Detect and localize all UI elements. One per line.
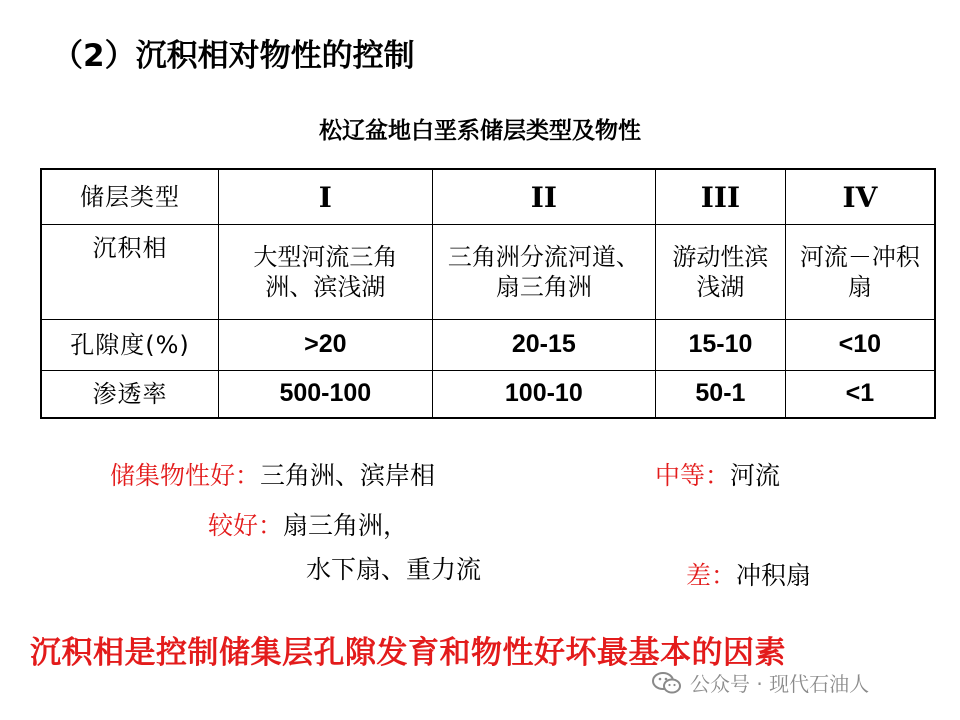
note-fair-continued: 水下扇、重力流 [306,555,482,584]
watermark-text: 公众号 · 现代石油人 [690,672,870,696]
table-cell: 500-100 [219,371,433,419]
table-cell: 三角洲分流河道、扇三角洲 [432,225,655,320]
table-cell: 20-15 [432,320,655,371]
watermark [652,668,869,697]
table-cell: 15-10 [656,320,786,371]
table-cell: >20 [219,320,433,371]
table-row [41,371,935,419]
note-fair [208,506,408,542]
table-header-cell: I [219,169,433,225]
note-fair-value: 扇三角洲， [283,511,409,540]
note-medium-label: 中等： [655,461,731,490]
table-row [41,320,935,371]
table-cell: 大型河流三角洲、滨浅湖 [219,225,433,320]
note-fair-label: 较好： [208,511,284,540]
row-label: 孔隙度(%) [41,320,219,371]
table-header-row [41,169,935,225]
note-good-value: 三角洲、滨岸相 [260,461,436,490]
wechat-icon [652,671,682,695]
note-good-label: 储集物性好： [110,461,261,490]
table-row [41,225,935,320]
table-cell: 50-1 [656,371,786,419]
note-good [110,456,435,492]
table-cell: <1 [785,371,935,419]
table-cell: 游动性滨浅湖 [656,225,786,320]
table-cell: 河流－冲积扇 [785,225,935,320]
table-header-cell: III [656,169,786,225]
reservoir-properties-table [40,168,936,419]
note-medium-value: 河流 [730,461,781,490]
row-label: 沉积相 [41,225,219,320]
table-header-cell: IV [785,169,935,225]
conclusion-text: 沉积相是控制储集层孔隙发育和物性好坏最基本的因素 [30,635,786,671]
note-medium [655,456,780,492]
slide-title: （2）沉积相对物性的控制 [52,38,415,74]
table-title: 松辽盆地白垩系储层类型及物性 [319,118,641,144]
table-cell: 100-10 [432,371,655,419]
note-poor [686,556,811,592]
row-label: 渗透率 [41,371,219,419]
table-cell: <10 [785,320,935,371]
table-header-cell: II [432,169,655,225]
note-poor-value: 冲积扇 [736,561,812,590]
table-header-label: 储层类型 [41,169,219,225]
note-poor-label: 差： [686,561,737,590]
